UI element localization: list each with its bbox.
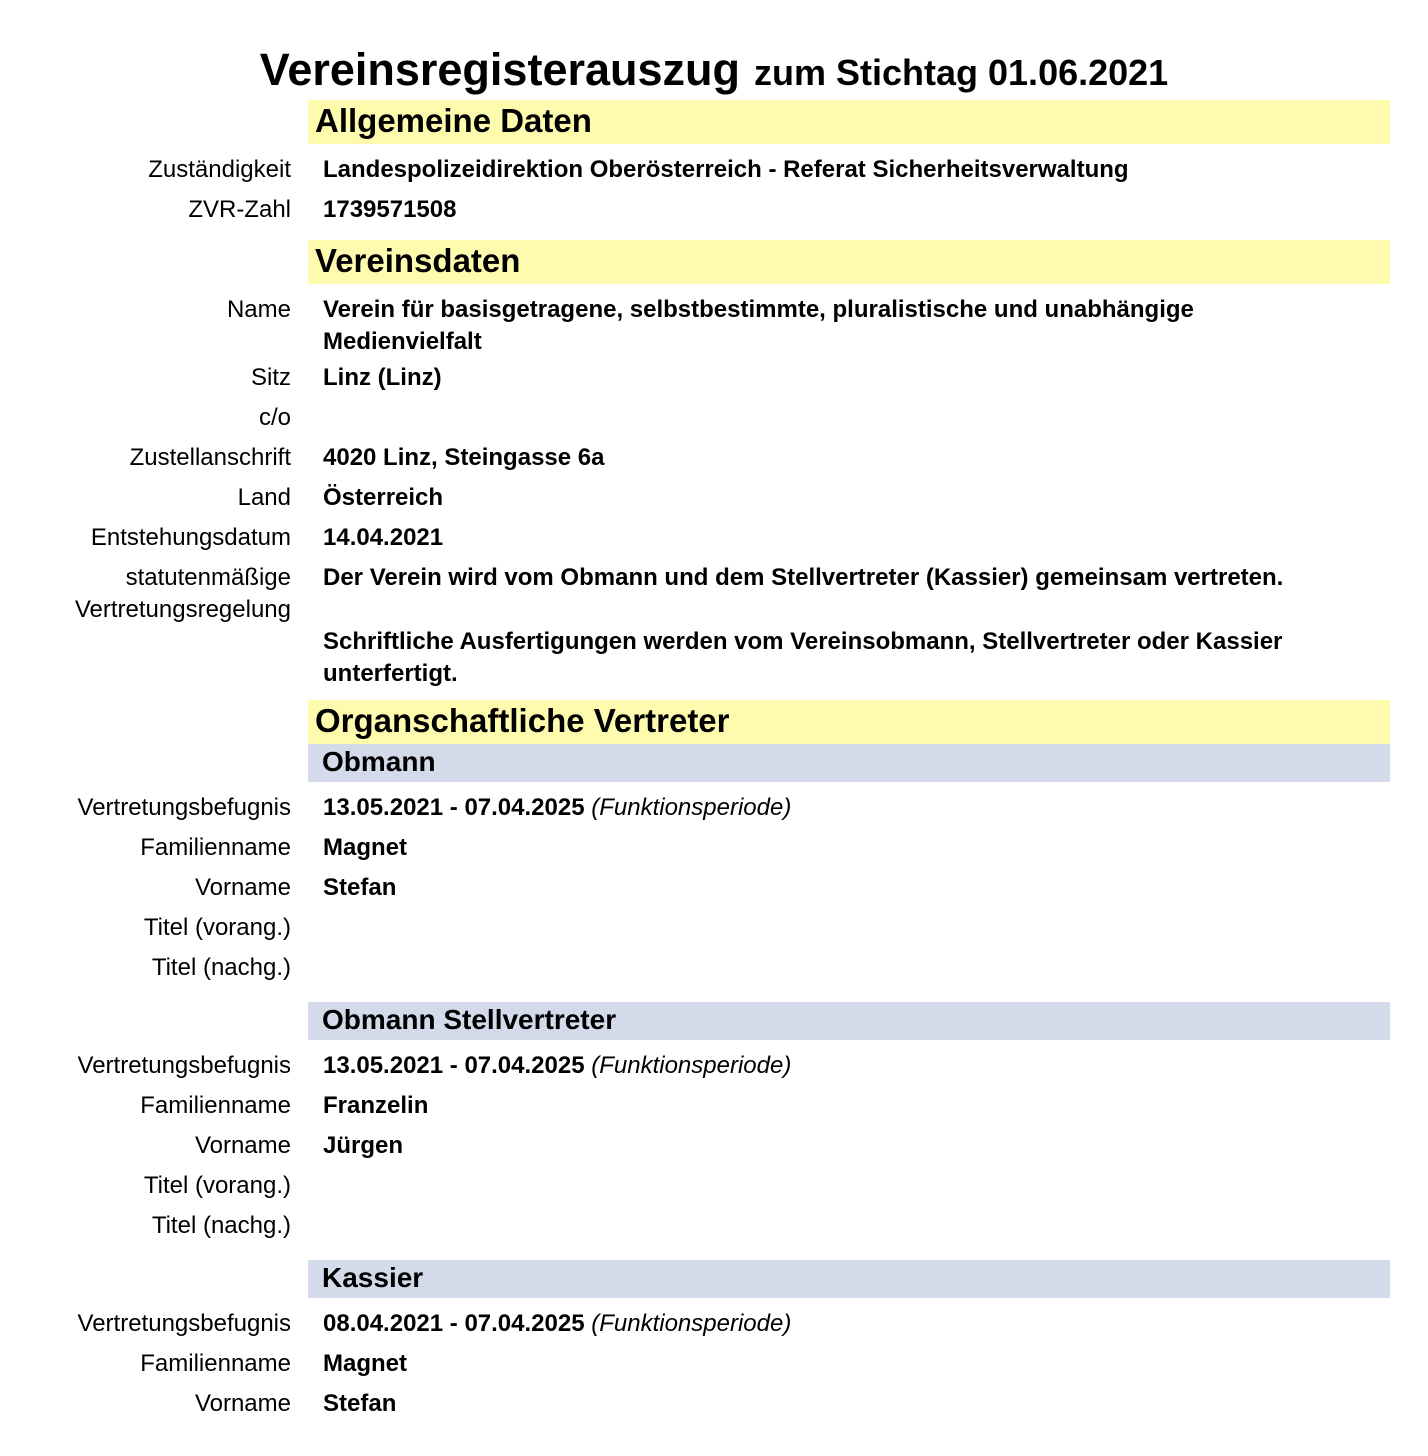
value-sitz: Linz (Linz): [323, 364, 442, 391]
obmann-befugnis-dates: 13.05.2021 - 07.04.2025: [323, 794, 585, 821]
label-titel-nachg: Titel (nachg.): [151, 954, 291, 981]
value-zustellanschrift: 4020 Linz, Steingasse 6a: [323, 444, 605, 471]
subsection-kassier: Kassier: [308, 1260, 1390, 1298]
row-entstehungsdatum: [0, 522, 1428, 562]
value-land: Österreich: [323, 484, 444, 511]
value-stellvertreter-titel-vorang: [323, 1170, 1323, 1210]
value-entstehungsdatum: 14.04.2021: [323, 524, 444, 551]
register-content: [0, 100, 1428, 1428]
label-zustaendigkeit: Zuständigkeit: [148, 156, 291, 183]
value-kassier-vorname: Stefan: [323, 1390, 397, 1417]
label-vorname: Vorname: [194, 1390, 291, 1417]
row-zustellanschrift: [0, 442, 1428, 482]
value-stellvertreter-befugnis: [323, 1050, 1323, 1090]
row-kassier-befugnis: [0, 1308, 1428, 1348]
value-kassier-familienname: Magnet: [323, 1350, 407, 1377]
row-obmann-vorname: [0, 872, 1428, 912]
subsection-obmann-stellvertreter: Obmann Stellvertreter: [308, 1002, 1390, 1040]
value-zvr-zahl: 1739571508: [323, 196, 457, 223]
value-stellvertreter-vorname: Jürgen: [323, 1132, 404, 1159]
label-titel-nachg: Titel (nachg.): [151, 1212, 291, 1239]
value-name: Verein für basisgetragene, selbstbestimmte, pluralistische und unabhängige Medienvielfalt: [323, 296, 1194, 355]
section-vereinsdaten: Vereinsdaten: [308, 240, 1390, 284]
label-vertretungsbefugnis: Vertretungsbefugnis: [77, 1052, 291, 1079]
kassier-befugnis-dates: 08.04.2021 - 07.04.2025: [323, 1310, 585, 1337]
label-name: Name: [226, 296, 291, 323]
row-zvr-zahl: [0, 194, 1428, 234]
label-vorname: Vorname: [194, 874, 291, 901]
row-obmann-titel-nachg: [0, 952, 1428, 992]
subsection-obmann: Obmann: [308, 744, 1390, 782]
label-vertretungsregelung: statutenmäßige Vertretungsregelung: [74, 564, 291, 623]
label-vertretungsbefugnis: Vertretungsbefugnis: [77, 794, 291, 821]
value-zustaendigkeit: Landespolizeidirektion Oberösterreich - Referat Sicherheitsverwaltung: [323, 156, 1129, 183]
section-organschaftliche-vertreter: Organschaftliche Vertreter: [308, 700, 1390, 744]
title-main: Vereinsregisterauszug: [259, 44, 740, 95]
funktionsperiode-note: (Funktionsperiode): [591, 1310, 792, 1337]
value-obmann-vorname: Stefan: [323, 874, 397, 901]
row-zustaendigkeit: [0, 154, 1428, 194]
label-zustellanschrift: Zustellanschrift: [129, 444, 291, 471]
label-entstehungsdatum: Entstehungsdatum: [90, 524, 291, 551]
row-stellvertreter-familienname: [0, 1090, 1428, 1130]
row-sitz: [0, 358, 1428, 402]
value-obmann-titel-nachg: [323, 952, 1323, 992]
label-familienname: Familienname: [140, 834, 291, 861]
funktionsperiode-note: (Funktionsperiode): [591, 1052, 792, 1079]
row-stellvertreter-befugnis: [0, 1050, 1428, 1090]
row-stellvertreter-titel-nachg: [0, 1210, 1428, 1250]
value-obmann-titel-vorang: [323, 912, 1323, 952]
row-stellvertreter-vorname: [0, 1130, 1428, 1170]
value-stellvertreter-titel-nachg: [323, 1210, 1323, 1250]
row-kassier-vorname: [0, 1388, 1428, 1428]
label-vorname: Vorname: [194, 1132, 291, 1159]
title-date: zum Stichtag 01.06.2021: [754, 52, 1169, 93]
label-vertretungsbefugnis: Vertretungsbefugnis: [77, 1310, 291, 1337]
label-co: c/o: [258, 404, 291, 431]
label-land: Land: [237, 484, 291, 511]
row-obmann-titel-vorang: [0, 912, 1428, 952]
row-co: [0, 402, 1428, 442]
value-kassier-befugnis: [323, 1308, 1323, 1348]
label-titel-vorang: Titel (vorang.): [143, 914, 291, 941]
row-kassier-familienname: [0, 1348, 1428, 1388]
row-obmann-familienname: [0, 832, 1428, 872]
value-obmann-befugnis: [323, 792, 1323, 832]
row-obmann-befugnis: [0, 792, 1428, 832]
value-vertretungsregelung: Der Verein wird vom Obmann und dem Stellvertreter (Kassier) gemeinsam vertreten. Schriftliche Ausfertigungen werden vom Vereinsobmann, Stellvertreter oder Kassier unterfertigt.: [323, 564, 1284, 687]
stellvertreter-befugnis-dates: 13.05.2021 - 07.04.2025: [323, 1052, 585, 1079]
document-title: [0, 42, 1428, 109]
label-familienname: Familienname: [140, 1350, 291, 1377]
row-name: [0, 294, 1428, 358]
funktionsperiode-note: (Funktionsperiode): [591, 794, 792, 821]
value-obmann-familienname: Magnet: [323, 834, 407, 861]
row-stellvertreter-titel-vorang: [0, 1170, 1428, 1210]
section-allgemeine-daten: Allgemeine Daten: [308, 100, 1390, 144]
label-sitz: Sitz: [250, 364, 291, 391]
label-titel-vorang: Titel (vorang.): [143, 1172, 291, 1199]
label-zvr-zahl: ZVR-Zahl: [188, 196, 291, 223]
row-vertretungsregelung: [0, 562, 1428, 690]
value-co: [323, 402, 1323, 442]
row-land: [0, 482, 1428, 522]
label-familienname: Familienname: [140, 1092, 291, 1119]
value-stellvertreter-familienname: Franzelin: [323, 1092, 429, 1119]
